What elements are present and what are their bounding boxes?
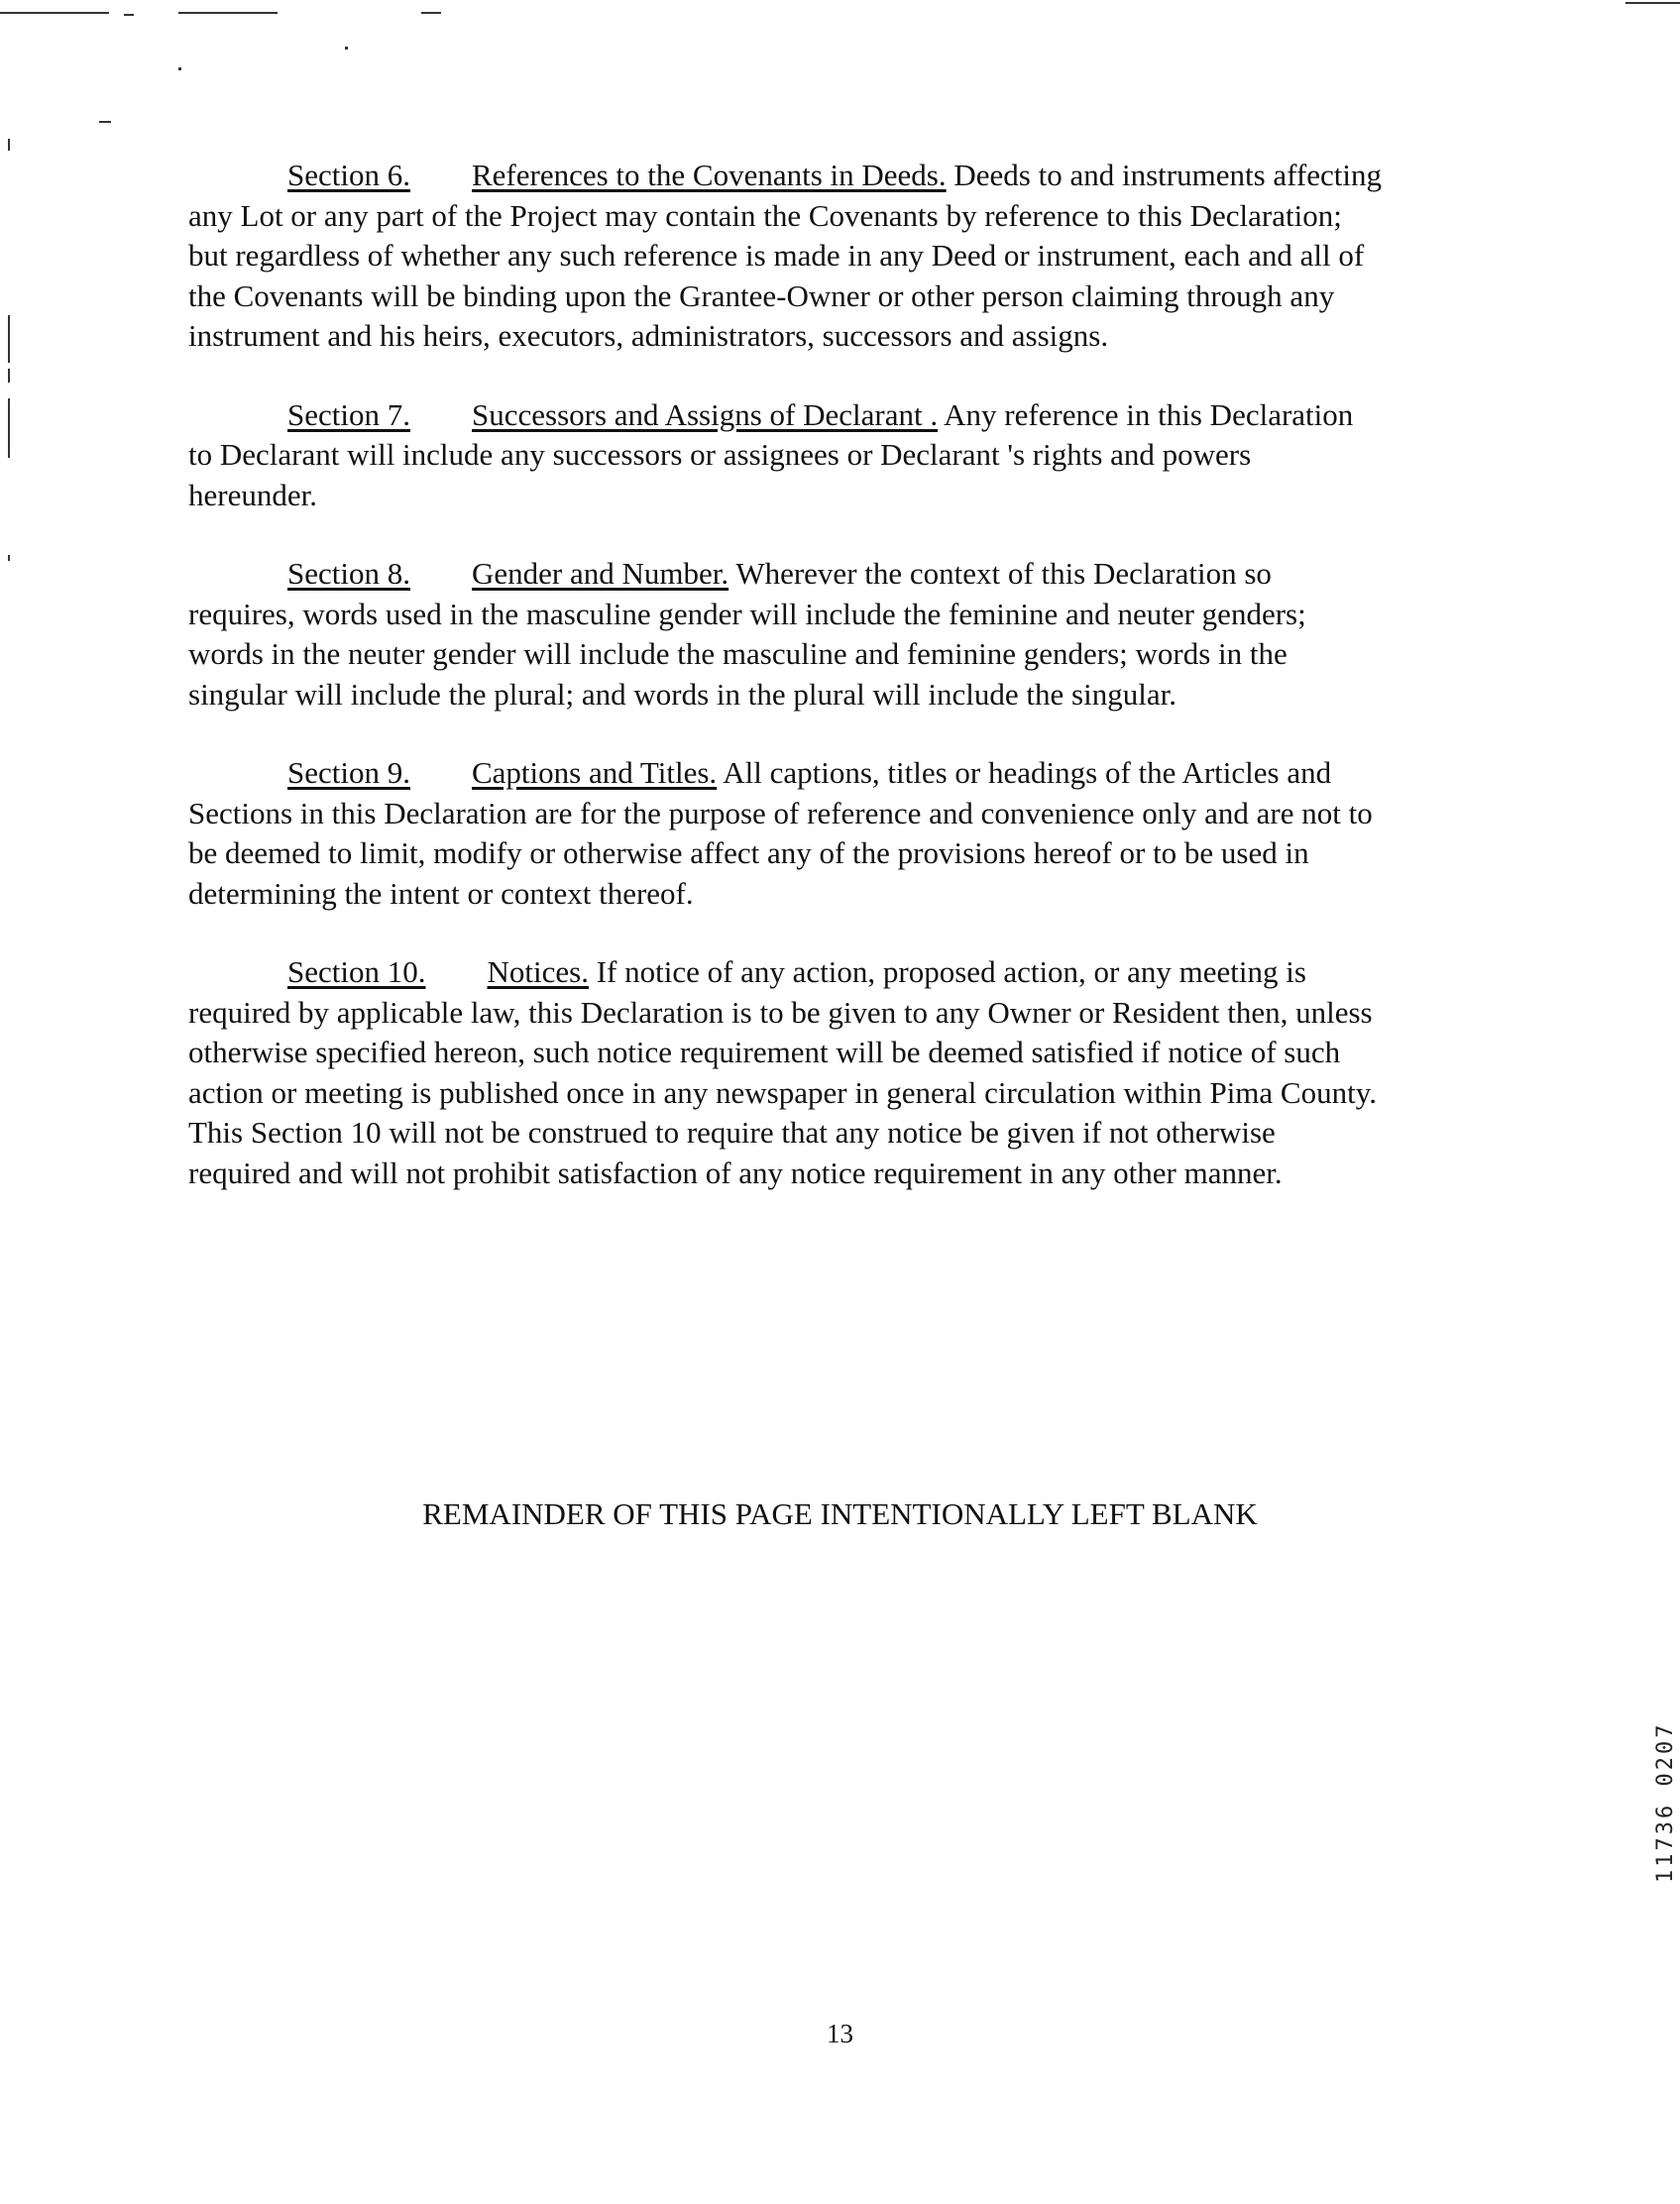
remainder-blank-notice: REMAINDER OF THIS PAGE INTENTIONALLY LEFT BLANK [422, 1496, 1258, 1531]
scan-artifact-mark [124, 14, 134, 16]
section-heading: Captions and Titles. [472, 755, 718, 790]
section-text-line: required by applicable law, this Declaration is to be given to any Owner or Resident then, unless [188, 994, 1373, 1030]
page-number: 13 [827, 2019, 853, 2048]
section-text-line: hereunder. [188, 477, 317, 512]
section-7 [188, 395, 1497, 516]
scan-artifact-margin-line [8, 315, 10, 363]
section-number: Section 9. [287, 755, 410, 790]
section-number: Section 7. [287, 396, 410, 432]
section-text-line: action or meeting is published once in any newspaper in general circulation within Pima County. [188, 1074, 1377, 1110]
section-text-line: All captions, titles or headings of the Articles and [723, 755, 1332, 790]
scan-artifact-mark [421, 12, 441, 14]
section-text-line: Any reference in this Declaration [944, 396, 1354, 432]
section-9 [188, 753, 1497, 914]
scan-artifact-dot [178, 67, 181, 70]
section-text-line: but regardless of whether any such reference is made in any Deed or instrument, each and all of [188, 238, 1365, 273]
section-text-line: any Lot or any part of the Project may contain the Covenants by reference to this Declaration; [188, 197, 1342, 233]
section-text-line: determining the intent or context thereof. [188, 875, 694, 911]
recording-stamp-number: 11736 0207 [1653, 1721, 1678, 1883]
section-text-line: singular will include the plural; and words in the plural will include the singular. [188, 676, 1176, 712]
section-text-line: Wherever the context of this Declaration so [735, 556, 1272, 591]
section-text-line: This Section 10 will not be construed to require that any notice be given if not otherwise [188, 1115, 1276, 1150]
section-heading: Gender and Number. [472, 556, 729, 591]
section-text-line: words in the neuter gender will include the masculine and feminine genders; words in the [188, 636, 1288, 671]
section-number: Section 8. [287, 556, 410, 591]
section-text-line: instrument and his heirs, executors, administrators, successors and assigns. [188, 318, 1109, 353]
scan-artifact-margin-line [8, 139, 10, 151]
section-number: Section 6. [287, 158, 410, 192]
section-text-line: be deemed to limit, modify or otherwise affect any of the provisions hereof or to be used in [188, 835, 1309, 870]
section-heading: Notices. [487, 954, 589, 989]
section-text-line: the Covenants will be binding upon the Grantee-Owner or other person claiming through any [188, 277, 1335, 313]
section-text-line: otherwise specified hereon, such notice requirement will be deemed satisfied if notice of such [188, 1035, 1341, 1069]
scan-artifact-mark [0, 12, 109, 14]
section-number: Section 10. [287, 954, 426, 989]
section-6 [188, 156, 1497, 357]
document-body [188, 156, 1497, 1232]
scan-artifact-mark [178, 12, 278, 14]
scan-artifact-margin-line [8, 369, 10, 383]
scan-artifact-margin-line [8, 555, 10, 561]
section-text-line: Sections in this Declaration are for the purpose of reference and convenience only and are not to [188, 795, 1373, 830]
section-text-line: requires, words used in the masculine gender will include the feminine and neuter genders; [188, 596, 1306, 631]
scan-artifact-margin-line [8, 398, 10, 458]
section-text-line: to Declarant will include any successors or assignees or Declarant 's rights and powers [188, 437, 1252, 472]
section-8 [188, 554, 1497, 715]
section-text-line: If notice of any action, proposed action, or any meeting is [596, 954, 1306, 989]
scan-artifact-dot [345, 47, 348, 50]
section-text-line: Deeds to and instruments affecting [953, 158, 1382, 192]
scan-artifact-mark [99, 121, 111, 123]
scan-artifact-mark [1625, 2, 1680, 4]
section-heading: References to the Covenants in Deeds. [472, 158, 947, 192]
section-text-line: required and will not prohibit satisfaction of any notice requirement in any other manner. [188, 1155, 1283, 1190]
section-10 [188, 952, 1497, 1193]
section-heading: Successors and Assigns of Declarant . [472, 396, 939, 432]
